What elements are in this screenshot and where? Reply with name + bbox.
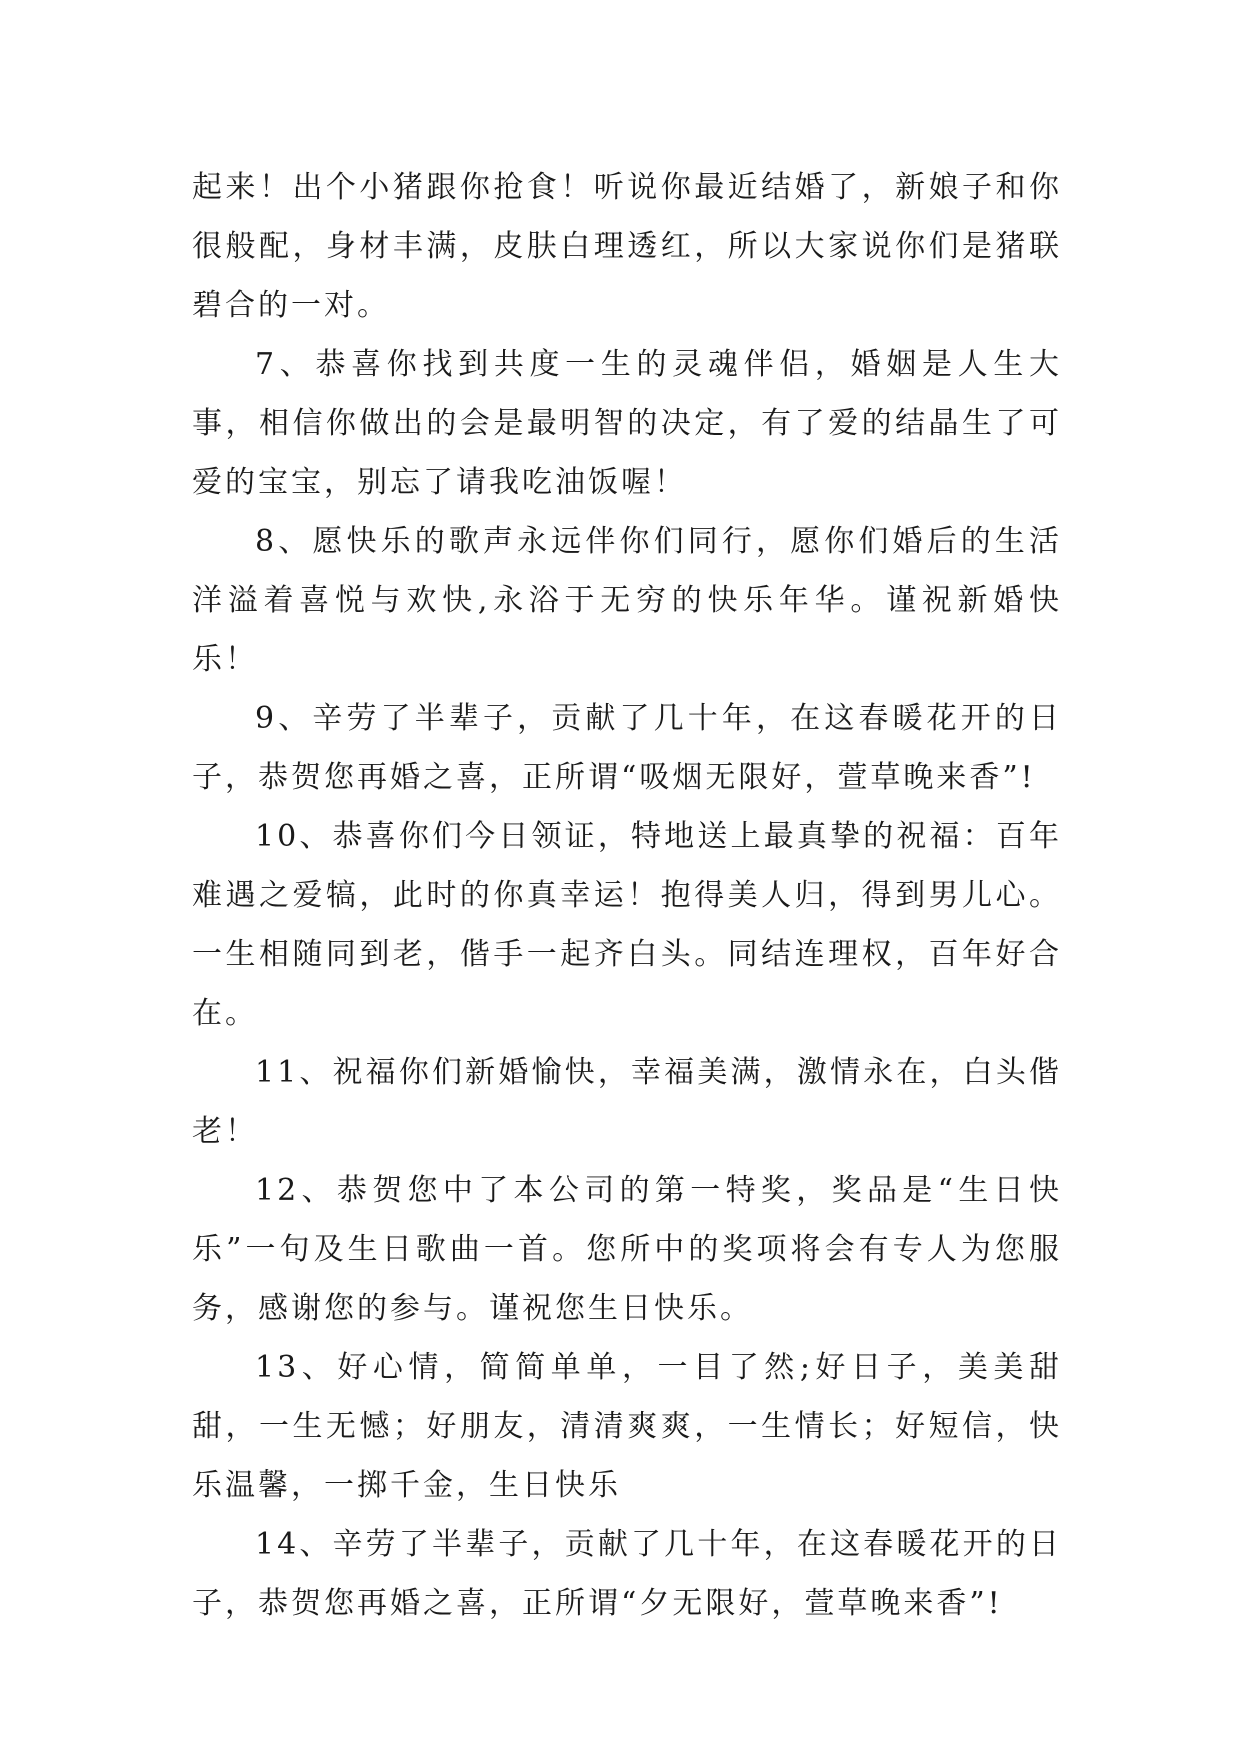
paragraph-item-10: 10、恭喜你们今日领证，特地送上最真挚的祝福：百年难遇之爱犒，此时的你真幸运！抱得美人归，得到男儿心。一生相随同到老，偕手一起齐白头。同结连理权，百年好合在。: [192, 819, 1062, 1031]
paragraph-item-9: 9、辛劳了半辈子，贡献了几十年，在这春暖花开的日子，恭贺您再婚之喜，正所谓“吸烟无限好，萱草晚来香”!: [192, 701, 1062, 795]
paragraph-item-12: 12、恭贺您中了本公司的第一特奖，奖品是“生日快乐”一句及生日歌曲一首。您所中的奖项将会有专人为您服务，感谢您的参与。谨祝您生日快乐。: [192, 1173, 1062, 1326]
paragraph-item-8: 8、愿快乐的歌声永远伴你们同行，愿你们婚后的生活洋溢着喜悦与欢快,永浴于无穷的快乐年华。谨祝新婚快乐！: [192, 524, 1062, 677]
paragraph-continued: 起来！出个小猪跟你抢食！听说你最近结婚了，新娘子和你很般配，身材丰满，皮肤白理透红，所以大家说你们是猪联碧合的一对。: [192, 170, 1062, 323]
document-body: [192, 158, 1062, 1633]
paragraph-item-13: 13、好心情，简简单单，一目了然;好日子，美美甜甜，一生无憾；好朋友，清清爽爽，一生情长；好短信，快乐温馨，一掷千金，生日快乐: [192, 1350, 1062, 1503]
paragraph-item-7: 7、恭喜你找到共度一生的灵魂伴侣，婚姻是人生大事，相信你做出的会是最明智的决定，有了爱的结晶生了可爱的宝宝，别忘了请我吃油饭喔！: [192, 347, 1062, 500]
paragraph-item-11: 11、祝福你们新婚愉快，幸福美满，激情永在，白头偕老！: [192, 1055, 1062, 1149]
paragraph-item-14: 14、辛劳了半辈子，贡献了几十年，在这春暖花开的日子，恭贺您再婚之喜，正所谓“夕无限好，萱草晚来香”!: [192, 1527, 1062, 1621]
